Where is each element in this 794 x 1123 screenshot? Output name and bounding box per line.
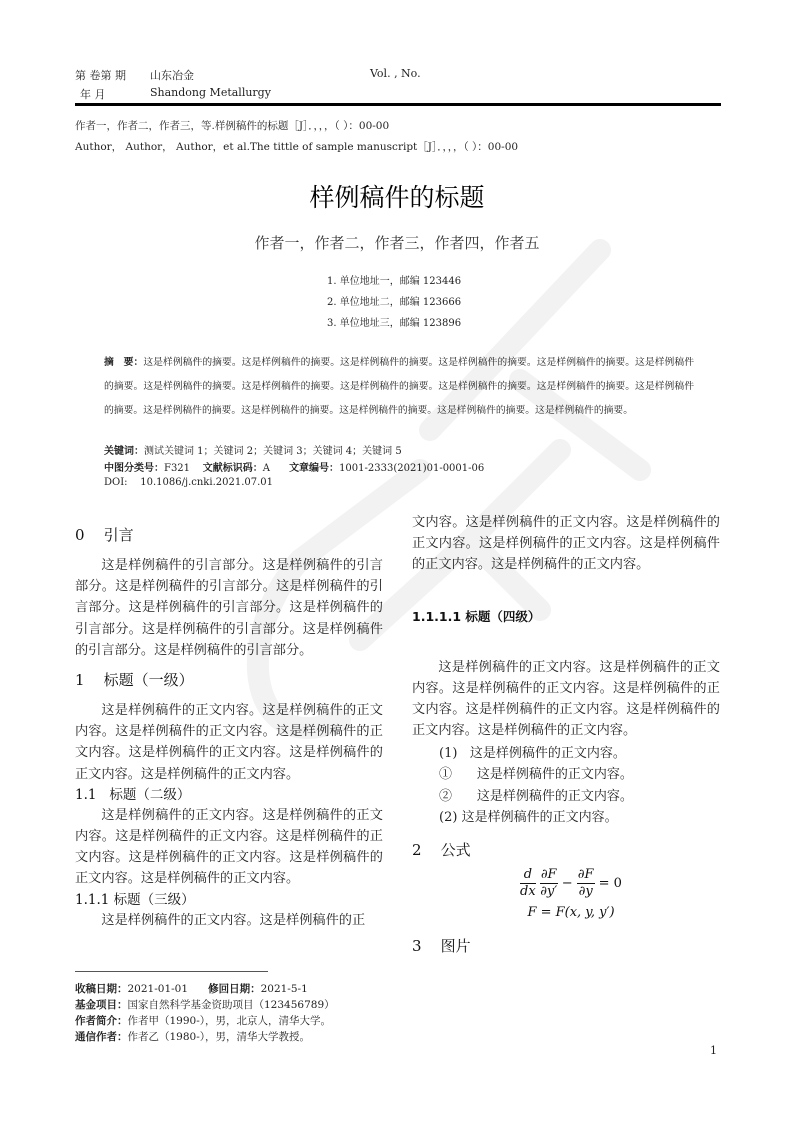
keywords (104, 442, 402, 457)
header-journal-cn: 山东冶金 (150, 69, 194, 82)
section-number: 3 (412, 936, 422, 955)
doi-value[interactable]: 10.1086/j.cnki.2021.07.01 (140, 477, 273, 488)
revised-date: 2021-5-1 (260, 983, 308, 995)
received-label: 收稿日期： (75, 983, 128, 995)
list-marker: ① (439, 767, 453, 783)
section-heading-intro (75, 524, 383, 546)
page-number: 1 (710, 1044, 717, 1057)
numerator: ∂F (577, 866, 594, 882)
footnote-rule (75, 971, 268, 972)
affiliation: 1. 单位地址一，邮编 123446 (327, 276, 462, 287)
list-text: 这是样例稿件的正文内容。 (476, 767, 633, 783)
section-heading-3 (412, 935, 720, 957)
header-rule (75, 103, 721, 106)
fund-value: 国家自然科学基金资助项目（123456789） (127, 999, 335, 1011)
article-no-label: 文章编号： (289, 463, 340, 474)
fund-label: 基金项目： (75, 999, 128, 1011)
footnote-corresponding (75, 1029, 310, 1044)
header-journal-en: Shandong Metallurgy (150, 86, 271, 99)
list-marker: ② (439, 788, 453, 804)
author-bio-value: 作者甲（1990-），男，北京人，清华大学。 (127, 1015, 332, 1027)
doi (104, 477, 273, 488)
list-marker: (1) (439, 745, 458, 761)
equation-2: F = F(x, y, y′) (527, 904, 615, 920)
section-number: 1.1.1 (75, 891, 110, 908)
list-item (412, 743, 720, 765)
list-text: 这是样例稿件的正文内容。 (476, 788, 633, 804)
equals-zero: = 0 (598, 875, 622, 891)
minus-sign: − (561, 875, 573, 891)
author-list: 作者一，作者二，作者三，作者四，作者五 (254, 234, 540, 252)
section-title: 标题（二级） (109, 786, 191, 803)
header-vol-en: Vol. , No. (370, 67, 421, 80)
body-paragraph: 这是样例稿件的正文内容。这是样例稿件的正文内容。这是样例稿件的正文内容。这是样例稿件的正文内容。这是样例稿件的正文内容。这是样例稿件的正文内容。这是样例稿件的正文内容。 (75, 807, 383, 887)
doc-code-value: A (262, 463, 270, 474)
denominator: dx (520, 883, 536, 899)
body-paragraph-continued: 文内容。这是样例稿件的正文内容。这是样例稿件的正文内容。这是样例稿件的正文内容。这是样例稿件的正文内容。这是样例稿件的正文内容。 (412, 515, 720, 573)
section-number: 2 (412, 840, 422, 859)
footnote-fund (75, 997, 335, 1012)
keywords-text: 测试关键词 1；关键词 2；关键词 3；关键词 4；关键词 5 (144, 446, 402, 457)
clc-label: 中图分类号： (104, 463, 164, 474)
intro-paragraph: 这是样例稿件的引言部分。这是样例稿件的引言部分。这是样例稿件的引言部分。这是样例稿件的引言部分。这是样例稿件的引言部分。这是样例稿件的引言部分。这是样例稿件的引言部分。这是样例稿件的引言部分。这是样例稿件的引言部分。 (75, 558, 383, 658)
denominator: ∂y′ (540, 883, 558, 899)
corresponding-label: 通信作者： (75, 1031, 128, 1043)
body-paragraph: 这是样例稿件的正文内容。这是样例稿件的正文内容。这是样例稿件的正文内容。这是样例稿件的正文内容。这是样例稿件的正文内容。这是样例稿件的正文内容。这是样例稿件的正文内容。 (412, 659, 720, 739)
citation-en: Author， Author， Author，et al.The tittle of sample manuscript［J］．，，，（ ）：00-00 (75, 141, 519, 153)
citation-cn: 作者一，作者二，作者三，等.样例稿件的标题［J］．，，，（ ）：00-00 (75, 120, 390, 132)
section-heading-1 (75, 669, 383, 691)
section-title: 图片 (440, 936, 471, 955)
list-text: 这是样例稿件的正文内容。 (469, 745, 626, 761)
revised-label: 修回日期： (208, 983, 261, 995)
denominator: ∂y (578, 883, 593, 899)
section-heading-1-1-1-1: 1.1.1.1 标题（四级） (412, 608, 541, 624)
list-marker: (2) (439, 810, 458, 826)
numerator: d (520, 867, 536, 884)
footnote-dates (75, 981, 308, 996)
list-text: 这是样例稿件的正文内容。 (461, 810, 618, 826)
corresponding-value: 作者乙（1980-），男，清华大学教授。 (127, 1031, 311, 1043)
received-date: 2021-01-01 (127, 983, 189, 995)
section-number: 1.1 (75, 786, 97, 803)
list-item (412, 807, 720, 829)
right-column (412, 512, 720, 957)
fraction (540, 867, 558, 900)
header-issue-cn: 第 卷第 期 (75, 69, 126, 82)
section-title: 标题（三级） (113, 891, 195, 908)
list-item (412, 786, 720, 808)
section-heading-1-1 (75, 785, 383, 805)
keywords-label: 关键词： (104, 446, 144, 457)
body-paragraph: 这是样例稿件的正文内容。这是样例稿件的正文内容。这是样例稿件的正文内容。这是样例稿件的正文内容。这是样例稿件的正文内容。这是样例稿件的正文内容。这是样例稿件的正文内容。 (75, 703, 383, 782)
list-item (412, 764, 720, 786)
abstract-label: 摘 要： (104, 357, 144, 368)
article-no-value: 1001-2333(2021)01-0001-06 (339, 463, 485, 474)
classification (104, 459, 484, 474)
body-paragraph: 这是样例稿件的正文内容。这是样例稿件的正 (101, 912, 366, 928)
section-title: 引言 (103, 526, 134, 544)
section-title: 公式 (440, 840, 471, 859)
fraction (577, 867, 595, 900)
footnote-author-bio (75, 1013, 331, 1028)
author-bio-label: 作者简介： (75, 1015, 128, 1027)
numerator: ∂F (540, 866, 557, 882)
affiliation: 2. 单位地址二，邮编 123666 (327, 297, 462, 308)
doi-label: DOI: (104, 477, 128, 488)
doc-code-label: 文献标识码： (202, 463, 263, 474)
section-number: 1 (75, 671, 85, 690)
numbered-list (412, 743, 720, 829)
section-heading-1-1-1 (75, 890, 383, 910)
header-year-month: 年 月 (80, 88, 106, 101)
abstract (104, 351, 694, 424)
section-number: 0 (75, 526, 85, 544)
clc-value: F321 (164, 463, 191, 474)
affiliation: 3. 单位地址三，邮编 123896 (327, 318, 462, 329)
section-heading-2 (412, 839, 720, 861)
left-column (75, 524, 383, 931)
section-title: 标题（一级） (103, 671, 194, 690)
fraction (520, 867, 536, 900)
paper-title: 样例稿件的标题 (309, 183, 485, 212)
equation-1 (412, 867, 720, 900)
abstract-text: 这是样例稿件的摘要。这是样例稿件的摘要。这是样例稿件的摘要。这是样例稿件的摘要。这是样例稿件的摘要。这是样例稿件的摘要。这是样例稿件的摘要。这是样例稿件的摘要。这是样例稿件的摘要。这是样例稿件的摘要。这是样例稿件的摘要。这是样例稿件的摘要。这是样例稿件的摘要。这是样例稿件的摘要。这是样例稿件的摘要。这是样例稿件的摘要。这是样例稿件的摘要。 (104, 357, 695, 417)
